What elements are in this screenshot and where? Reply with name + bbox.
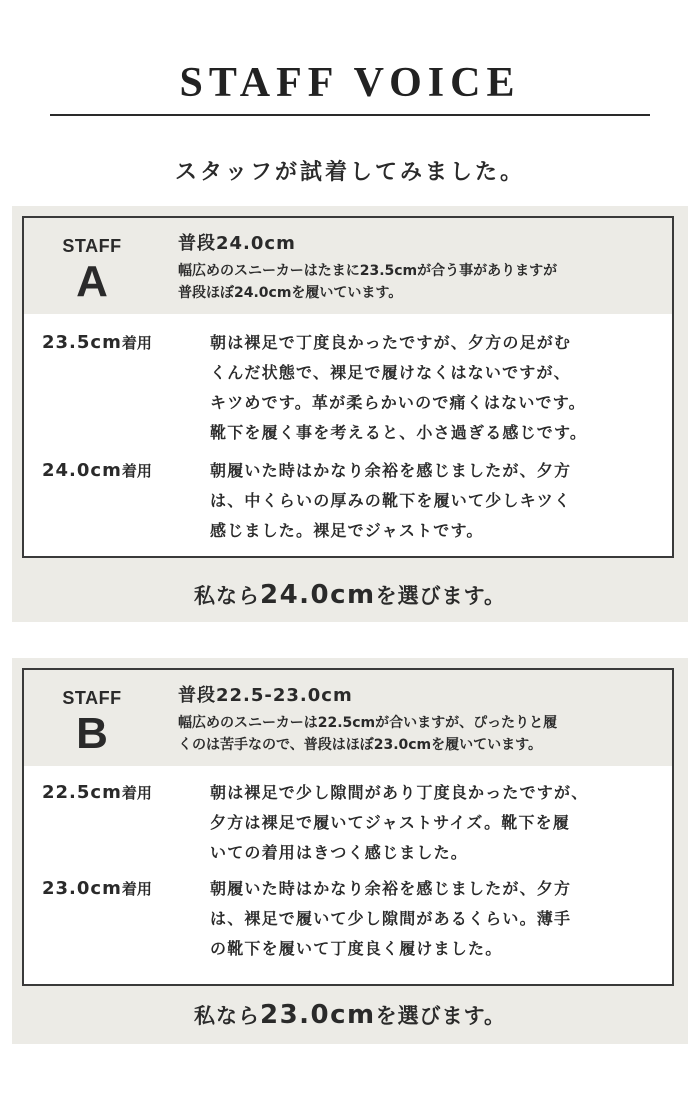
note-line: 普段ほぼ24.0cmを履いています。 <box>178 285 403 301</box>
choice-size: 23.0cm <box>260 1000 376 1030</box>
usual-size-note <box>178 260 668 304</box>
fitted-suffix: 着用 <box>121 334 152 352</box>
note-line: 幅広めのスニーカーは22.5cmが合いますが、ぴったりと履 <box>178 715 558 731</box>
staff-a-panel <box>12 206 688 622</box>
comment-line: 感じました。裸足でジャストです。 <box>210 521 484 540</box>
comment-line: いての着用はきつく感じました。 <box>210 843 469 862</box>
note-line: 幅広めのスニーカーはたまに23.5cmが合う事がありますが <box>178 263 558 279</box>
fitted-size-label <box>42 778 152 808</box>
staff-label: STAFF <box>62 236 122 256</box>
fitted-size: 24.0cm <box>42 460 122 481</box>
comment-line: 朝は裸足で丁度良かったですが、夕方の足がむ <box>210 333 572 352</box>
choice-prefix: 私なら <box>194 584 260 608</box>
usual-size: 普段24.0cm <box>178 233 296 254</box>
comment-line: は、裸足で履いて少し隙間があるくらい。薄手 <box>210 909 572 928</box>
choice-prefix: 私なら <box>194 1004 260 1028</box>
review-comment <box>210 456 670 546</box>
staff-b-header <box>24 670 672 766</box>
staff-b-card <box>22 668 674 986</box>
staff-label: STAFF <box>62 688 122 708</box>
staff-b-panel <box>12 658 688 1044</box>
comment-line: 朝履いた時はかなり余裕を感じましたが、夕方 <box>210 879 572 898</box>
choice-suffix: を選びます。 <box>375 584 506 608</box>
comment-line: 朝履いた時はかなり余裕を感じましたが、夕方 <box>210 461 572 480</box>
usual-size: 普段22.5-23.0cm <box>178 685 353 706</box>
comment-line: キツめです。革が柔らかいので痛くはないです。 <box>210 393 586 412</box>
note-line: くのは苦手なので、普段はほぼ23.0cmを履いています。 <box>178 737 543 753</box>
review-comment <box>210 874 670 964</box>
staff-b-recommendation <box>12 998 688 1033</box>
fitted-size-label <box>42 874 152 904</box>
fitted-suffix: 着用 <box>121 784 152 802</box>
comment-line: は、中くらいの厚みの靴下を履いて少しキツく <box>210 491 572 510</box>
fitted-size: 23.0cm <box>42 878 122 899</box>
fitted-size: 23.5cm <box>42 332 122 353</box>
usual-size-note <box>178 712 668 756</box>
comment-line: 靴下を履く事を考えると、小さ過ぎる感じです。 <box>210 423 588 442</box>
staff-a-card <box>22 216 674 558</box>
review-comment <box>210 778 670 868</box>
choice-suffix: を選びます。 <box>375 1004 506 1028</box>
page-subtitle: スタッフが試着してみました。 <box>174 160 525 185</box>
staff-a-header <box>24 218 672 314</box>
comment-line: の靴下を履いて丁度良く履けました。 <box>210 939 503 958</box>
fitted-suffix: 着用 <box>121 462 152 480</box>
review-comment <box>210 328 670 448</box>
title-divider <box>50 114 650 116</box>
fitted-suffix: 着用 <box>121 880 152 898</box>
comment-line: くんだ状態で、裸足で履けなくはないですが、 <box>210 363 571 382</box>
fitted-size-label <box>42 456 152 486</box>
comment-line: 朝は裸足で少し隙間があり丁度良かったですが、 <box>210 783 589 802</box>
fitted-size-label <box>42 328 152 358</box>
staff-letter: B <box>76 709 108 758</box>
fitted-size: 22.5cm <box>42 782 122 803</box>
staff-letter: A <box>76 257 108 306</box>
comment-line: 夕方は裸足で履いてジャストサイズ。靴下を履 <box>210 813 571 832</box>
page-title: STAFF VOICE <box>179 60 521 106</box>
staff-a-recommendation <box>12 578 688 613</box>
choice-size: 24.0cm <box>260 580 376 610</box>
